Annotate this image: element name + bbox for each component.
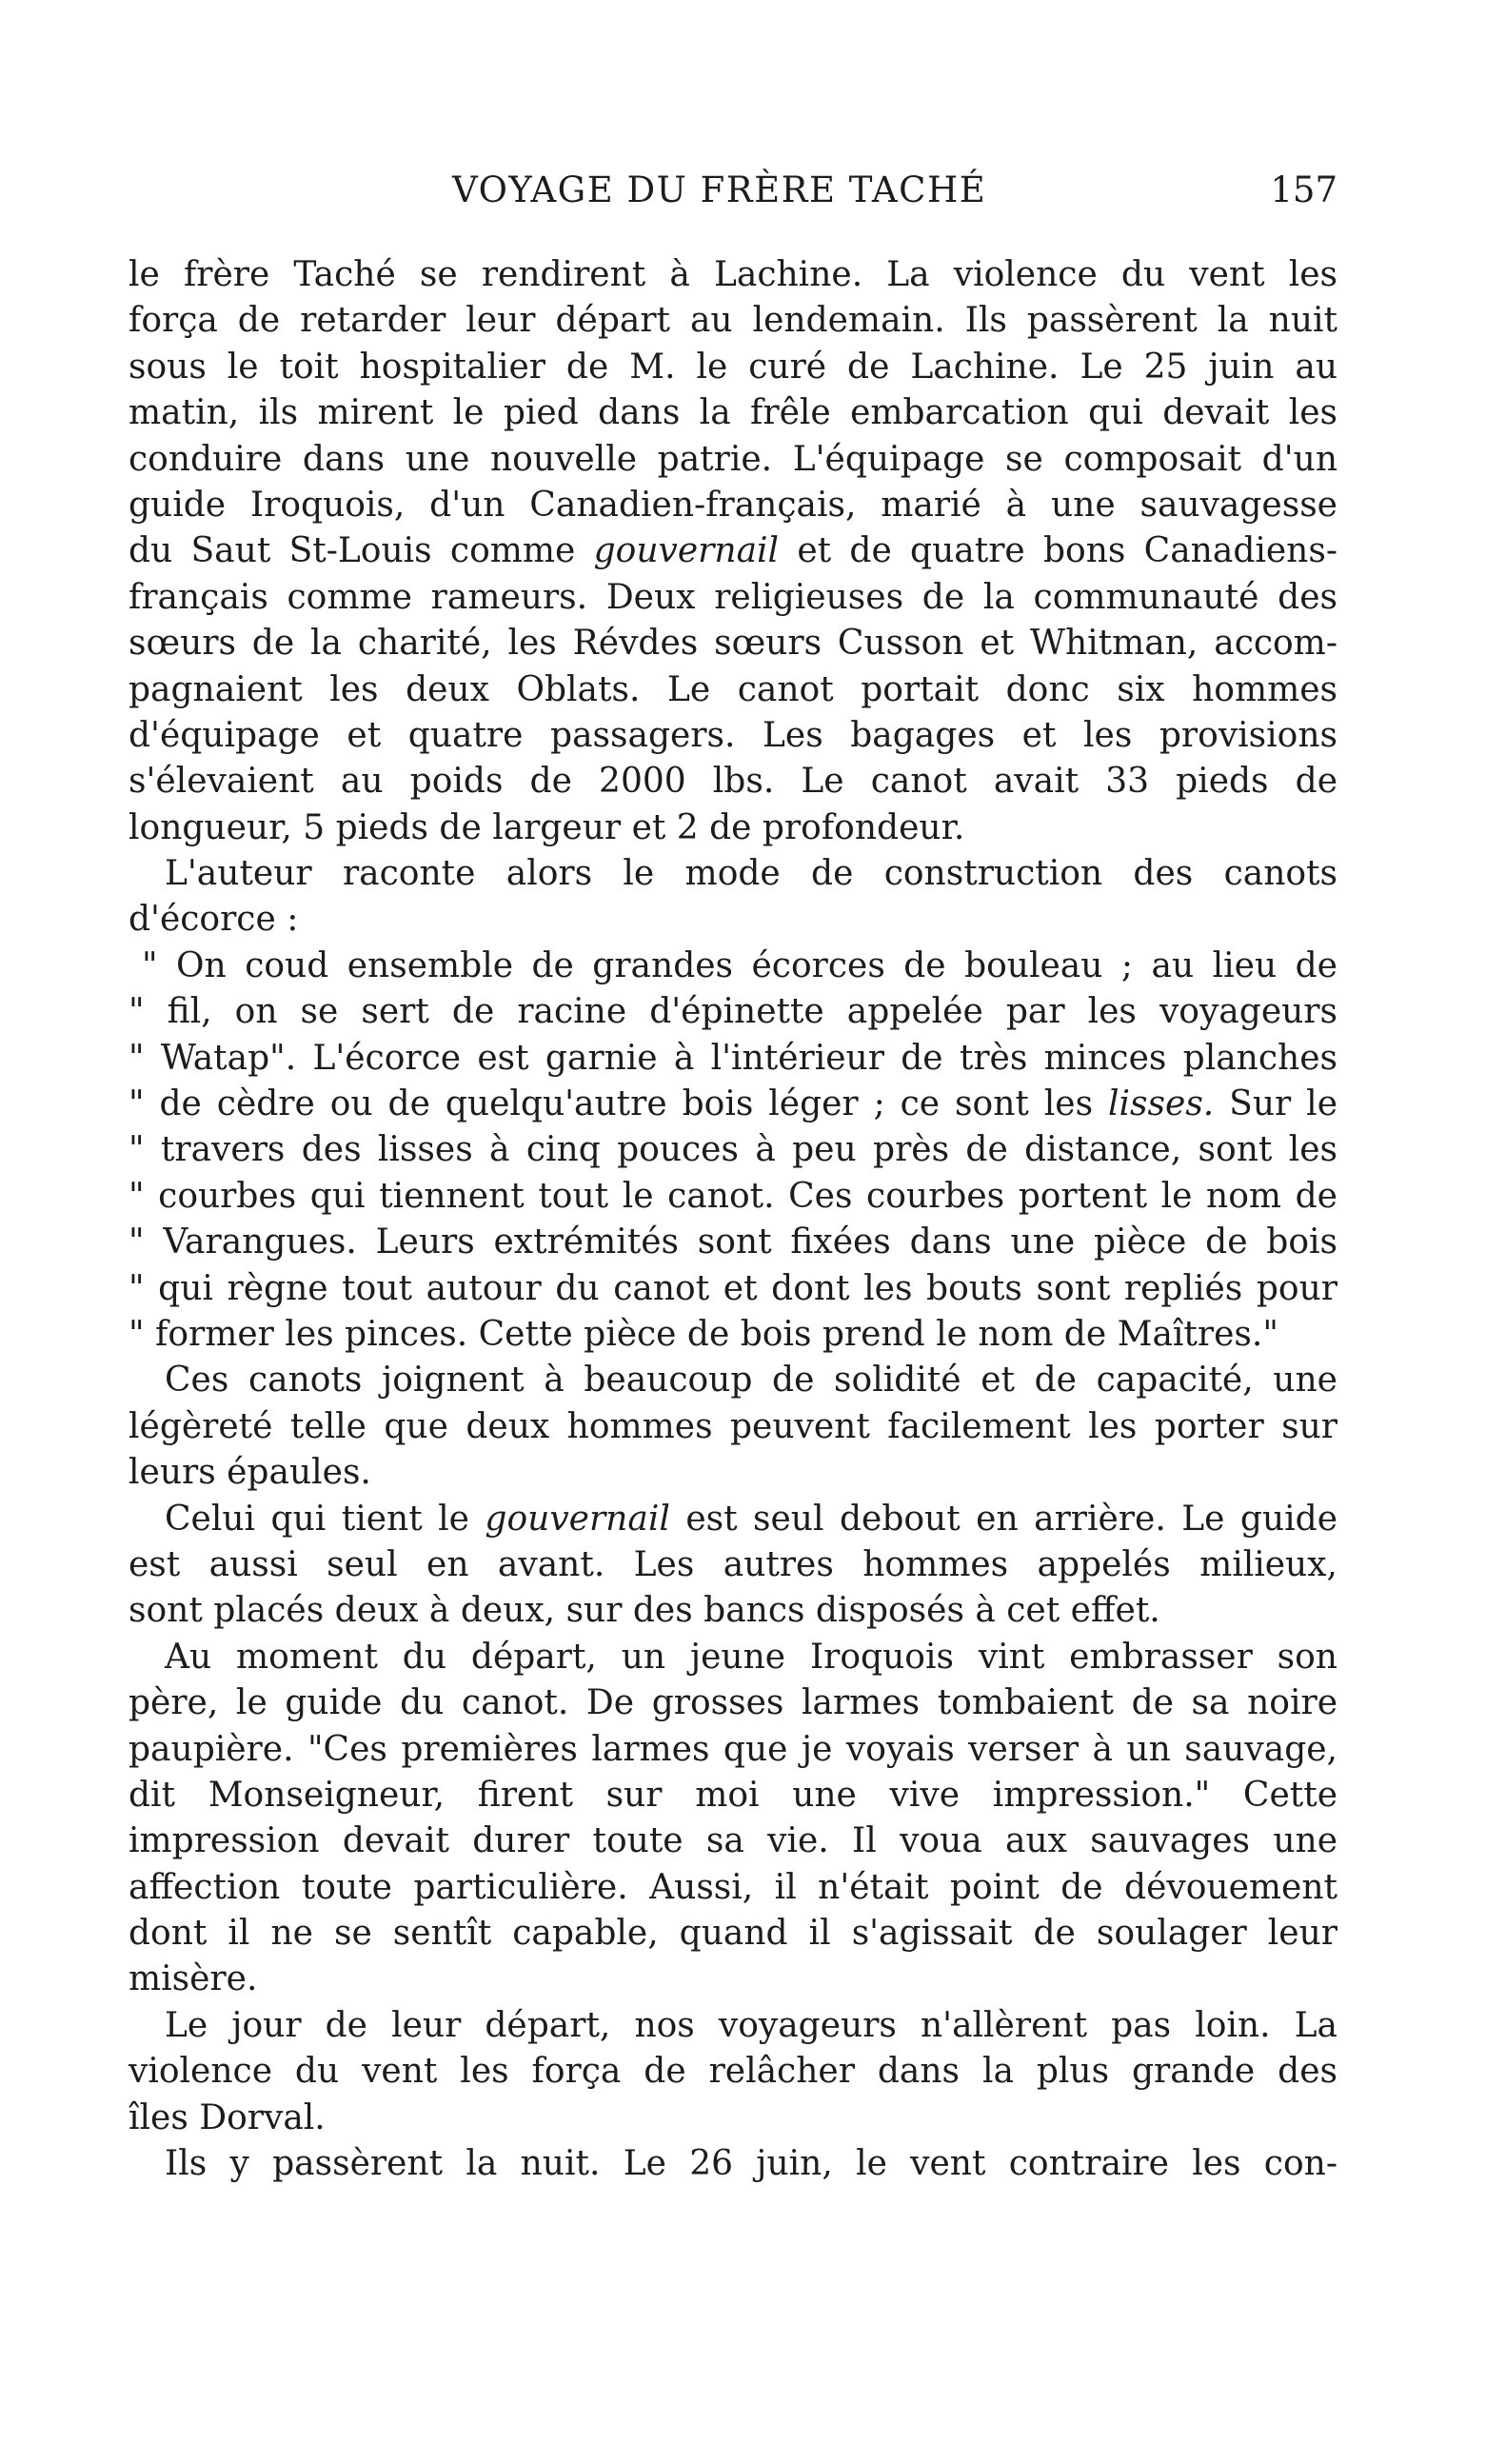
text-line: " Watap". L'écorce est garnie à l'intérieur de très minces planches [129, 1038, 1338, 1078]
text-line: L'auteur raconte alors le mode de construction des canots [165, 854, 1338, 894]
text-line: d'équipage et quatre passagers. Les bagages et les provisions [129, 715, 1338, 755]
text-line: du Saut St-Louis comme gouvernail et de quatre bons Canadiens- [129, 531, 1338, 571]
text-line: d'écorce : [129, 900, 299, 940]
text-line: longueur, 5 pieds de largeur et 2 de profondeur. [129, 807, 965, 847]
text-line: dit Monseigneur, firent sur moi une vive impression." Cette [129, 1775, 1338, 1815]
text-line: " Varangues. Leurs extrémités sont fixées dans une pièce de bois [129, 1222, 1338, 1262]
text-line: misère. [129, 1959, 258, 1999]
italic-term: gouvernail [593, 531, 780, 571]
text-line: impression devait durer toute sa vie. Il voua aux sauvages une [129, 1821, 1338, 1861]
text-line: Le jour de leur départ, nos voyageurs n'allèrent pas loin. La [165, 2005, 1338, 2045]
text-line: Celui qui tient le gouvernail est seul debout en arrière. Le guide [165, 1499, 1338, 1539]
running-title: VOYAGE DU FRÈRE TACHÉ [452, 169, 987, 210]
text-line: légèreté telle que deux hommes peuvent facilement les porter sur [129, 1406, 1338, 1446]
text-line: " de cèdre ou de quelqu'autre bois léger ; ce sont les lisses. Sur le [129, 1084, 1338, 1124]
text-line: guide Iroquois, d'un Canadien-français, marié à une sauvagesse [129, 485, 1338, 525]
text-line: força de retarder leur départ au lendemain. Ils passèrent la nuit [129, 301, 1338, 341]
text-line: sœurs de la charité, les Révdes sœurs Cusson et Whitman, accom- [129, 624, 1338, 664]
text-line: violence du vent les força de relâcher dans la plus grande des [129, 2052, 1338, 2092]
text-line: Ils y passèrent la nuit. Le 26 juin, le vent contraire les con- [165, 2144, 1338, 2184]
text-line: pagnaient les deux Oblats. Le canot portait donc six hommes [129, 669, 1338, 709]
text-line: " courbes qui tiennent tout le canot. Ces courbes portent le nom de [129, 1176, 1338, 1216]
text-line: dont il ne se sentît capable, quand il s'agissait de soulager leur [129, 1914, 1338, 1954]
text-line: français comme rameurs. Deux religieuses de la communauté des [129, 577, 1338, 617]
text-line: îles Dorval. [129, 2097, 326, 2137]
text-line: Ces canots joignent à beaucoup de solidité et de capacité, une [165, 1361, 1338, 1401]
page-number: 157 [1270, 169, 1338, 210]
text-line: le frère Taché se rendirent à Lachine. La violence du vent les [129, 255, 1338, 294]
text-line: conduire dans une nouvelle patrie. L'équipage se composait d'un [129, 439, 1338, 479]
body-text [129, 252, 1338, 2187]
text-line: est aussi seul en avant. Les autres hommes appelés milieux, [129, 1544, 1338, 1584]
text-line: s'élevaient au poids de 2000 lbs. Le canot avait 33 pieds de [129, 762, 1338, 802]
text-line: paupière. "Ces premières larmes que je voyais verser à un sauvage, [129, 1729, 1338, 1769]
text-line: sont placés deux à deux, sur des bancs disposés à cet effet. [129, 1591, 1160, 1631]
page-header [124, 169, 1338, 217]
text-line: leurs épaules. [129, 1453, 371, 1493]
text-line: sous le toit hospitalier de M. le curé de Lachine. Le 25 juin au [129, 347, 1338, 387]
text-line: " former les pinces. Cette pièce de bois prend le nom de Maîtres." [129, 1314, 1278, 1354]
text-line: matin, ils mirent le pied dans la frêle embarcation qui devait les [129, 393, 1338, 433]
text-line: père, le guide du canot. De grosses larmes tombaient de sa noire [129, 1683, 1338, 1723]
italic-term: lisses. [1108, 1084, 1215, 1124]
text-line: " travers des lisses à cinq pouces à peu près de distance, sont les [129, 1130, 1338, 1170]
italic-term: gouvernail [485, 1499, 670, 1539]
text-line: " On coud ensemble de grandes écorces de bouleau ; au lieu de [142, 945, 1338, 985]
text-line: affection toute particulière. Aussi, il n'était point de dévouement [129, 1867, 1338, 1907]
text-line: " fil, on se sert de racine d'épinette appelée par les voyageurs [129, 992, 1338, 1032]
text-line: " qui règne tout autour du canot et dont les bouts sont repliés pour [129, 1268, 1338, 1308]
text-line: Au moment du départ, un jeune Iroquois vint embrasser son [165, 1637, 1338, 1677]
